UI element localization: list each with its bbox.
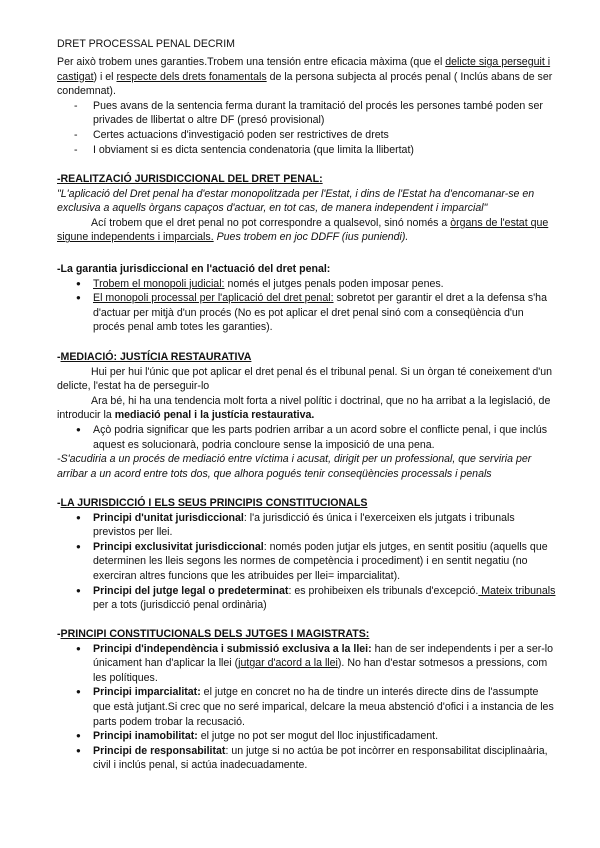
list-item: ● El monopoli processal per l'aplicació del dret penal: sobretot per garantir el dret a la defensa s'ha d'actuar per mitjà d'un procés (No es pot aplicar el dret penal sinó com a conseqüència d'un procés penal amb totes les garanties). [57, 291, 557, 335]
list-item: ● Principi d'independència i submissió exclusiva a la llei: han de ser independents i per a ser-lo únicament han d'aplicar la llei (jutgar d'acord a la llei). No han d'estar sotmesos a pressions, com les polítiques. [57, 642, 557, 686]
quote: -S'acudiria a un procés de mediació entre víctima i acusat, dirigit per un professional, que serviria per arribar a un acord entre tots dos, que alhora pogués tenir conseqüències processals i penals [57, 453, 532, 480]
document-title: DRET PROCESSAL PENAL DECRIM [57, 38, 235, 50]
section-heading: -PRINCIPI CONSTITUCIONALS DELS JUTGES I MAGISTRATS: [57, 628, 370, 640]
list-item: ● Principi d'unitat jurisdiccional: l'a jurisdicció és única i l'exerceixen els jutgats i tribunals previstos per llei. [57, 511, 557, 540]
list-item: - Certes actuacions d'investigació poden ser restrictives de drets [57, 128, 557, 143]
intro-paragraph: Per això trobem unes garanties.Trobem una tensión entre eficacia màxima (que el delicte siga perseguit i castigat) i el respecte dels drets fonamentals de la persona subjecta al procés penal ( Inclús abans de ser condemnat). [57, 56, 553, 98]
list-item: ● Açò podria significar que les parts podrien arribar a un acord sobre el conflicte penal, i que inclús aquest es solucionarà, podria concloure sense la imposició de una pena. [57, 423, 557, 452]
mediacio-list [57, 423, 557, 452]
intro-list [57, 99, 557, 157]
list-item: ● Principi de responsabilitat: un jutge si no actúa be pot incòrrer en responsabilitat disciplinaària, civil i inclús penal, si actúa inadecuadamente. [57, 744, 557, 773]
list-item: - I obviament si es dicta sentencia condenatoria (que limita la llibertat) [57, 143, 557, 158]
jurisdiccio-list [57, 511, 557, 613]
section-heading: -LA JURISDICCIÓ I ELS SEUS PRINCIPIS CONSTITUCIONALS [57, 497, 368, 509]
principis-list [57, 642, 557, 773]
section-heading: -REALITZACIÓ JURISDICCIONAL DEL DRET PENAL: [57, 173, 323, 185]
intro-section [57, 55, 557, 157]
list-item: ● Principi inamobilitat: el jutge no pot ser mogut del lloc injustificadament. [57, 729, 557, 744]
principis-section [57, 627, 557, 773]
list-item: ● Trobem el monopoli judicial: només el jutges penals poden imposar penes. [57, 277, 557, 292]
jurisdiccio-section [57, 496, 557, 613]
section-heading: -La garantia jurisdiccional en l'actuació del dret penal: [57, 263, 331, 275]
list-item: ● Principi imparcialitat: el jutge en concret no ha de tindre un interés directe dins de l'assumpte que està jutjant.Si crec que no seré imparical, delcare la meua abstenció d'ofici i a instancia de les parts podem trobar la recusació. [57, 685, 557, 729]
paragraph: Ara bé, hi ha una tendencia molt forta a nivel polític i doctrinal, que no ha arribat a la legislació, de introducir la mediació penal i la justícia restaurativa. [57, 394, 551, 422]
paragraph: Ací trobem que el dret penal no pot correspondre a qualsevol, sinó només a òrgans de l'estat que sigune independents i imparcials. Pues trobem en joc DDFF (ius puniendi). [57, 216, 549, 244]
list-item: ● Principi exclusivitat jurisdiccional: només poden jutjar els jutges, en sentit positiu (aquells que determinen les lleis segons les normes de competència i procediment) i en sentit negatiu (no exerciran altres funcions que les atribuides per llei= imparcialitat). [57, 540, 557, 584]
mediacio-section [57, 350, 557, 481]
garantia-section [57, 262, 557, 335]
list-item: ● Principi del jutge legal o predeterminat: es prohibeixen els tribunals d'excepció. Mateix tribunals per a tots (jurisdicció penal ordinària) [57, 584, 557, 613]
section-heading: -MEDIACIÓ: JUSTÍCIA RESTAURATIVA [57, 351, 252, 363]
quote: "L'aplicació del Dret penal ha d'estar monopolitzada per l'Estat, i dins de l'Estat ha d'encomanar-se en exclusiva a aquells òrgans capaços d'actuar, en tot cas, de manera independent i imparcial" [57, 187, 535, 215]
paragraph: Hui per hui l'únic que pot aplicar el dret penal és el tribunal penal. Si un òrgan té coneixement d'un delicte, l'estat ha de perseguir-lo [57, 365, 553, 393]
garantia-list [57, 277, 557, 335]
realitzacio-section [57, 172, 557, 245]
list-item: - Pues avans de la sentencia ferma durant la tramitació del procés les persones també poden ser privades de llibertat o altre DF (presó provisional) [57, 99, 557, 128]
